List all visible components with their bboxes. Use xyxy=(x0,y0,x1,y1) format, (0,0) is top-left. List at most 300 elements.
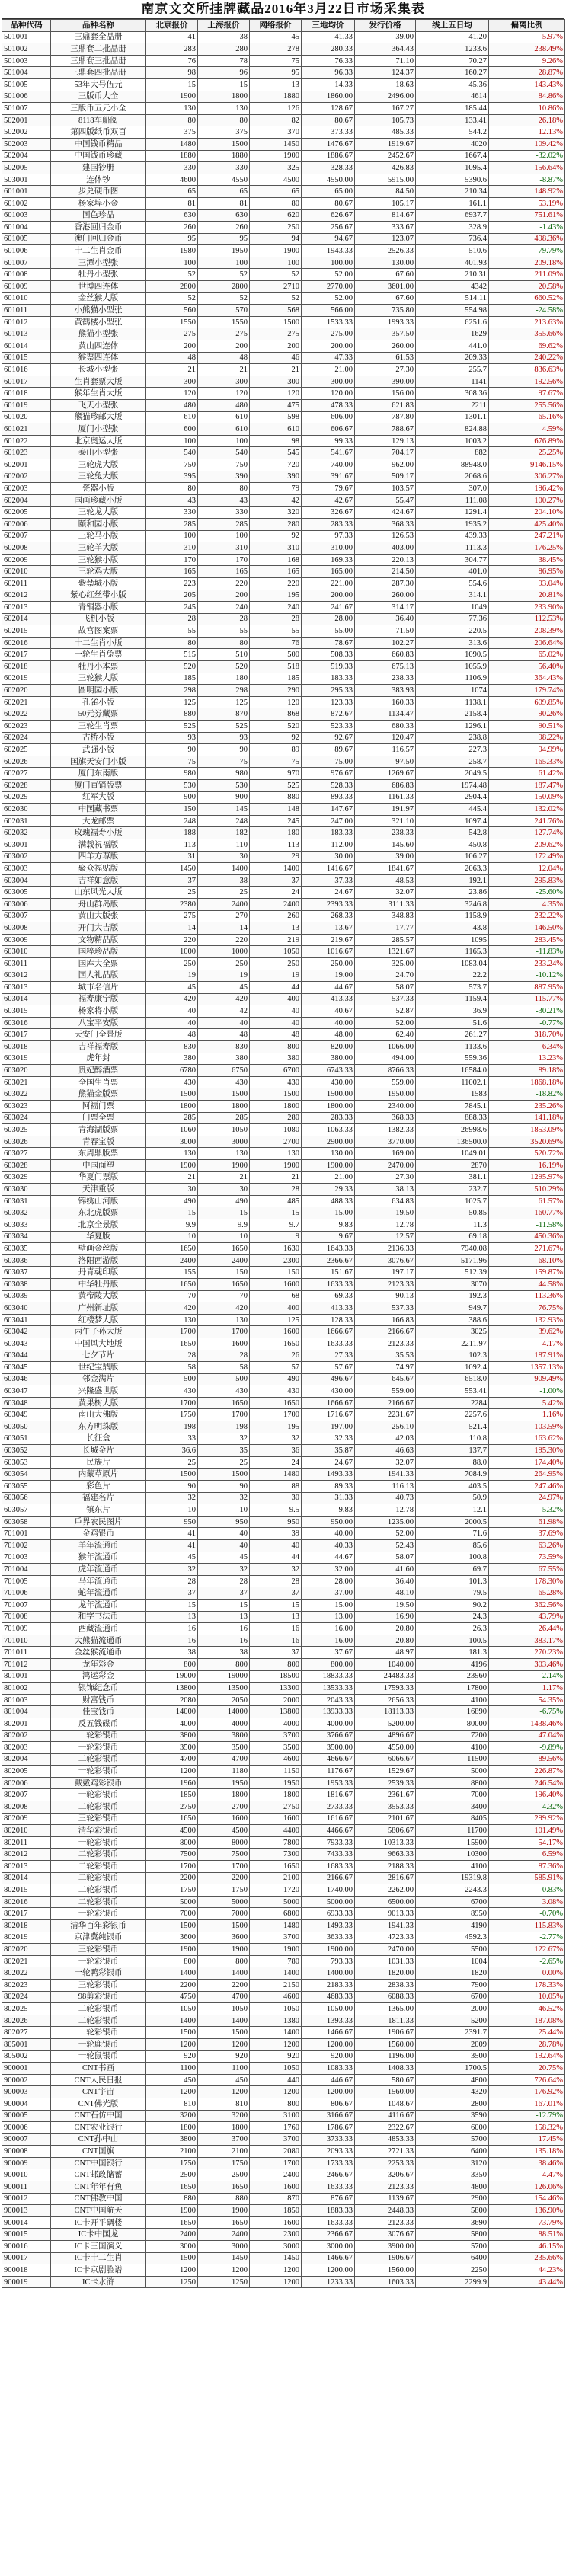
shanghai-price-cell: 165 xyxy=(198,566,250,578)
online-price-cell: 7800 xyxy=(250,1836,302,1849)
online-price-cell: 37 xyxy=(250,874,302,887)
shanghai-price-cell: 100 xyxy=(198,257,250,269)
deviation-cell: 46.52% xyxy=(489,2003,565,2015)
deviation-cell: 69.62% xyxy=(489,340,565,353)
five-day-average-cell: 559.36 xyxy=(416,1053,489,1065)
header-beijing-price: 北京报价 xyxy=(146,20,198,32)
beijing-price-cell: 1650 xyxy=(146,1338,198,1350)
deviation-cell: 585.91% xyxy=(489,1872,565,1884)
code-cell: 603009 xyxy=(2,934,51,946)
shanghai-price-cell: 1500 xyxy=(198,1920,250,1932)
code-cell: 503001 xyxy=(2,174,51,186)
name-cell: CNT中国航天 xyxy=(51,2205,146,2217)
five-day-average-cell: 1074 xyxy=(416,685,489,697)
issue-price-cell: 1269.67 xyxy=(355,768,416,780)
online-price-cell: 6700 xyxy=(250,1065,302,1077)
name-cell: 阿福门票 xyxy=(51,1101,146,1113)
average-price-cell: 950.00 xyxy=(302,1516,355,1528)
name-cell: IC卡水浒 xyxy=(51,2276,146,2288)
five-day-average-cell: 1003.2 xyxy=(416,435,489,447)
online-price-cell: 1630 xyxy=(250,1243,302,1255)
shanghai-price-cell: 1450 xyxy=(198,2252,250,2264)
issue-price-cell: 2166.67 xyxy=(355,1326,416,1338)
average-price-cell: 1500.00 xyxy=(302,1088,355,1101)
code-cell: 602023 xyxy=(2,721,51,733)
name-cell: 53年大号伍元 xyxy=(51,78,146,91)
table-row xyxy=(2,2027,565,2039)
shanghai-price-cell: 30 xyxy=(198,1184,250,1196)
shanghai-price-cell: 500 xyxy=(198,1373,250,1385)
five-day-average-cell: 181.3 xyxy=(416,1647,489,1659)
name-cell: 全国生肖票 xyxy=(51,1076,146,1088)
deviation-cell: 233.24% xyxy=(489,957,565,970)
shanghai-price-cell: 248 xyxy=(198,815,250,827)
five-day-average-cell: 1935.2 xyxy=(416,518,489,530)
name-cell: 吉祥如意版 xyxy=(51,874,146,887)
online-price-cell: 3500 xyxy=(250,1742,302,1754)
issue-price-cell: 97.50 xyxy=(355,756,416,768)
issue-price-cell: 348.83 xyxy=(355,910,416,922)
table-row xyxy=(2,1766,565,1778)
shanghai-price-cell: 490 xyxy=(198,1195,250,1207)
table-row xyxy=(2,494,565,507)
beijing-price-cell: 155 xyxy=(146,1267,198,1279)
average-price-cell: 478.33 xyxy=(302,400,355,412)
online-price-cell: 1900 xyxy=(250,245,302,257)
name-cell: 戶界农民图片 xyxy=(51,1516,146,1528)
deviation-cell: 156.64% xyxy=(489,162,565,174)
five-day-average-cell: 1159.4 xyxy=(416,993,489,1005)
name-cell: 红楼梦大版 xyxy=(51,1314,146,1326)
beijing-price-cell: 125 xyxy=(146,696,198,708)
code-cell: 701001 xyxy=(2,1528,51,1540)
code-cell: 602025 xyxy=(2,744,51,756)
online-price-cell: 40 xyxy=(250,1540,302,1552)
online-price-cell: 44 xyxy=(250,982,302,994)
issue-price-cell: 123.07 xyxy=(355,233,416,245)
beijing-price-cell: 5000 xyxy=(146,1896,198,1908)
online-price-cell: 800 xyxy=(250,1658,302,1670)
deviation-cell: -2.65% xyxy=(489,1955,565,1967)
name-cell: 镇东片 xyxy=(51,1504,146,1517)
table-row xyxy=(2,43,565,56)
five-day-average-cell: 2000 xyxy=(416,2003,489,2015)
five-day-average-cell: 11.3 xyxy=(416,1219,489,1231)
name-cell: 开门大吉版 xyxy=(51,922,146,935)
deviation-cell: 751.61% xyxy=(489,209,565,222)
table-row xyxy=(2,316,565,328)
beijing-price-cell: 188 xyxy=(146,827,198,839)
shanghai-price-cell: 250 xyxy=(198,957,250,970)
online-price-cell: 120 xyxy=(250,388,302,400)
shanghai-price-cell: 198 xyxy=(198,1421,250,1433)
shanghai-price-cell: 200 xyxy=(198,590,250,602)
online-price-cell: 13800 xyxy=(250,1706,302,1718)
deviation-cell: 167.01% xyxy=(489,2098,565,2110)
online-price-cell: 400 xyxy=(250,993,302,1005)
code-cell: 603030 xyxy=(2,1184,51,1196)
five-day-average-cell: 2900 xyxy=(416,2193,489,2205)
shanghai-price-cell: 25 xyxy=(198,887,250,899)
code-cell: 805002 xyxy=(2,2050,51,2063)
issue-price-cell: 116.57 xyxy=(355,744,416,756)
shanghai-price-cell: 9.9 xyxy=(198,1219,250,1231)
table-row xyxy=(2,1456,565,1469)
shanghai-price-cell: 110 xyxy=(198,839,250,851)
average-price-cell: 800.00 xyxy=(302,1658,355,1670)
average-price-cell: 1016.67 xyxy=(302,946,355,958)
shanghai-price-cell: 65 xyxy=(198,186,250,198)
online-price-cell: 1600 xyxy=(250,2216,302,2229)
beijing-price-cell: 36.6 xyxy=(146,1445,198,1457)
average-price-cell: 1200.00 xyxy=(302,2086,355,2098)
online-price-cell: 13 xyxy=(250,78,302,91)
beijing-price-cell: 120 xyxy=(146,388,198,400)
average-price-cell: 1683.33 xyxy=(302,1861,355,1873)
table-row xyxy=(2,55,565,67)
code-cell: 601009 xyxy=(2,281,51,293)
beijing-price-cell: 32 xyxy=(146,1564,198,1576)
shanghai-price-cell: 540 xyxy=(198,447,250,459)
five-day-average-cell: 7900 xyxy=(416,1979,489,1991)
beijing-price-cell: 1650 xyxy=(146,2181,198,2194)
shanghai-price-cell: 530 xyxy=(198,780,250,792)
shanghai-price-cell: 32 xyxy=(198,1433,250,1445)
shanghai-price-cell: 4700 xyxy=(198,1753,250,1766)
five-day-average-cell: 24.3 xyxy=(416,1611,489,1623)
shanghai-price-cell: 45 xyxy=(198,1552,250,1564)
five-day-average-cell: 23960 xyxy=(416,1670,489,1683)
beijing-price-cell: 950 xyxy=(146,1516,198,1528)
average-price-cell: 1666.67 xyxy=(302,1397,355,1409)
shanghai-price-cell: 750 xyxy=(198,459,250,471)
online-price-cell: 185 xyxy=(250,673,302,685)
code-cell: 701002 xyxy=(2,1540,51,1552)
five-day-average-cell: 133.41 xyxy=(416,114,489,126)
issue-price-cell: 1950.00 xyxy=(355,1088,416,1101)
shanghai-price-cell: 1100 xyxy=(198,2063,250,2075)
issue-price-cell: 4853.33 xyxy=(355,2133,416,2146)
issue-price-cell: 129.13 xyxy=(355,435,416,447)
online-price-cell: 1480 xyxy=(250,1469,302,1481)
table-row xyxy=(2,708,565,721)
shanghai-price-cell: 1400 xyxy=(198,1967,250,1980)
code-cell: 900003 xyxy=(2,2086,51,2098)
name-cell: 金鸡银币 xyxy=(51,1528,146,1540)
average-price-cell: 740.00 xyxy=(302,459,355,471)
deviation-cell: 26.44% xyxy=(489,1623,565,1635)
online-price-cell: 1900 xyxy=(250,1160,302,1172)
deviation-cell: 61.57% xyxy=(489,1195,565,1207)
table-row xyxy=(2,186,565,198)
issue-price-cell: 52.00 xyxy=(355,1017,416,1029)
name-cell: 黄果树大版 xyxy=(51,1397,146,1409)
issue-price-cell: 42.03 xyxy=(355,1433,416,1445)
beijing-price-cell: 90 xyxy=(146,744,198,756)
five-day-average-cell: 401.93 xyxy=(416,257,489,269)
deviation-cell: 136.90% xyxy=(489,2205,565,2217)
five-day-average-cell: 4020 xyxy=(416,138,489,150)
code-cell: 602026 xyxy=(2,756,51,768)
shanghai-price-cell: 75 xyxy=(198,756,250,768)
issue-price-cell: 2101.67 xyxy=(355,1813,416,1825)
shanghai-price-cell: 520 xyxy=(198,661,250,673)
name-cell: 三轮虎大版 xyxy=(51,459,146,471)
table-row xyxy=(2,222,565,234)
code-cell: 601014 xyxy=(2,340,51,353)
shanghai-price-cell: 38 xyxy=(198,874,250,887)
online-price-cell: 89 xyxy=(250,744,302,756)
issue-price-cell: 368.33 xyxy=(355,1112,416,1124)
deviation-cell: 909.49% xyxy=(489,1373,565,1385)
beijing-price-cell: 37 xyxy=(146,1587,198,1600)
shanghai-price-cell: 430 xyxy=(198,1076,250,1088)
code-cell: 802007 xyxy=(2,1789,51,1801)
online-price-cell: 15 xyxy=(250,1599,302,1611)
average-price-cell: 541.67 xyxy=(302,447,355,459)
deviation-cell: 39.62% xyxy=(489,1326,565,1338)
deviation-cell: 238.49% xyxy=(489,43,565,56)
code-cell: 603033 xyxy=(2,1219,51,1231)
beijing-price-cell: 1750 xyxy=(146,1409,198,1421)
average-price-cell: 280.33 xyxy=(302,43,355,56)
code-cell: 802024 xyxy=(2,1991,51,2003)
five-day-average-cell: 3690 xyxy=(416,2216,489,2229)
table-row xyxy=(2,721,565,733)
name-cell: 三轮羊大版 xyxy=(51,542,146,555)
table-row xyxy=(2,423,565,436)
issue-price-cell: 6088.33 xyxy=(355,1991,416,2003)
shanghai-price-cell: 330 xyxy=(198,507,250,519)
online-price-cell: 24 xyxy=(250,1456,302,1469)
average-price-cell: 519.33 xyxy=(302,661,355,673)
five-day-average-cell: 36.9 xyxy=(416,1005,489,1018)
issue-price-cell: 48.10 xyxy=(355,1587,416,1600)
five-day-average-cell: 192.1 xyxy=(416,874,489,887)
beijing-price-cell: 3600 xyxy=(146,1932,198,1944)
shanghai-price-cell: 182 xyxy=(198,827,250,839)
table-row xyxy=(2,756,565,768)
online-price-cell: 1700 xyxy=(250,1409,302,1421)
average-price-cell: 47.33 xyxy=(302,352,355,364)
average-price-cell: 128.33 xyxy=(302,1314,355,1326)
five-day-average-cell: 2299.9 xyxy=(416,2276,489,2288)
beijing-price-cell: 4600 xyxy=(146,174,198,186)
name-cell: 熊猫小型张 xyxy=(51,328,146,340)
five-day-average-cell: 542.8 xyxy=(416,827,489,839)
online-price-cell: 219 xyxy=(250,934,302,946)
shanghai-price-cell: 35 xyxy=(198,1445,250,1457)
issue-price-cell: 1993.33 xyxy=(355,316,416,328)
online-price-cell: 15 xyxy=(250,1207,302,1219)
shanghai-price-cell: 2400 xyxy=(198,898,250,910)
code-cell: 601004 xyxy=(2,222,51,234)
average-price-cell: 13.67 xyxy=(302,922,355,935)
beijing-price-cell: 248 xyxy=(146,815,198,827)
five-day-average-cell: 4800 xyxy=(416,2074,489,2086)
deviation-cell: 364.43% xyxy=(489,673,565,685)
online-price-cell: 9.7 xyxy=(250,1219,302,1231)
average-price-cell: 165.00 xyxy=(302,566,355,578)
beijing-price-cell: 52 xyxy=(146,269,198,281)
average-price-cell: 120.00 xyxy=(302,388,355,400)
five-day-average-cell: 388.6 xyxy=(416,1314,489,1326)
shanghai-price-cell: 43 xyxy=(198,494,250,507)
average-price-cell: 820.00 xyxy=(302,1041,355,1053)
deviation-cell: 17.45% xyxy=(489,2133,565,2146)
beijing-price-cell: 33 xyxy=(146,1433,198,1445)
shanghai-price-cell: 10 xyxy=(198,1231,250,1243)
online-price-cell: 1500 xyxy=(250,316,302,328)
beijing-price-cell: 1400 xyxy=(146,2015,198,2027)
online-price-cell: 280 xyxy=(250,518,302,530)
online-price-cell: 1200 xyxy=(250,2264,302,2277)
name-cell: 一轮彩银币 xyxy=(51,1742,146,1754)
issue-price-cell: 130.00 xyxy=(355,257,416,269)
online-price-cell: 75 xyxy=(250,55,302,67)
name-cell: 一轮鸭彩银币 xyxy=(51,1967,146,1980)
issue-price-cell: 3076.67 xyxy=(355,1254,416,1267)
online-price-cell: 620 xyxy=(250,209,302,222)
average-price-cell: 1633.33 xyxy=(302,1278,355,1290)
average-price-cell: 1633.33 xyxy=(302,2216,355,2229)
average-price-cell: 1176.67 xyxy=(302,1766,355,1778)
online-price-cell: 2400 xyxy=(250,898,302,910)
deviation-cell: 84.86% xyxy=(489,91,565,103)
deviation-cell: 68.10% xyxy=(489,1254,565,1267)
online-price-cell: 1200 xyxy=(250,2276,302,2288)
issue-price-cell: 39.00 xyxy=(355,851,416,863)
code-cell: 900011 xyxy=(2,2181,51,2194)
code-cell: 701009 xyxy=(2,1623,51,1635)
average-price-cell: 413.33 xyxy=(302,1302,355,1315)
issue-price-cell: 1560.00 xyxy=(355,2038,416,2050)
shanghai-price-cell: 3500 xyxy=(198,1742,250,1754)
five-day-average-cell: 4196 xyxy=(416,1658,489,1670)
average-price-cell: 446.67 xyxy=(302,2074,355,2086)
code-cell: 501004 xyxy=(2,67,51,79)
name-cell: 一轮彩银币 xyxy=(51,1908,146,1920)
issue-price-cell: 52.43 xyxy=(355,1540,416,1552)
beijing-price-cell: 43 xyxy=(146,494,198,507)
online-price-cell: 610 xyxy=(250,423,302,436)
deviation-cell: 16.19% xyxy=(489,1160,565,1172)
beijing-price-cell: 16 xyxy=(146,1635,198,1647)
shanghai-price-cell: 1900 xyxy=(198,1944,250,1956)
shanghai-price-cell: 2200 xyxy=(198,1872,250,1884)
issue-price-cell: 3770.00 xyxy=(355,1136,416,1148)
average-price-cell: 2093.33 xyxy=(302,2146,355,2158)
online-price-cell: 1650 xyxy=(250,1861,302,1873)
code-cell: 603005 xyxy=(2,887,51,899)
issue-price-cell: 20.80 xyxy=(355,1623,416,1635)
name-cell: 三鼎套二批品册 xyxy=(51,43,146,56)
shanghai-price-cell: 13 xyxy=(198,1611,250,1623)
issue-price-cell: 2496.00 xyxy=(355,91,416,103)
shanghai-price-cell: 170 xyxy=(198,554,250,566)
shanghai-price-cell: 1500 xyxy=(198,1469,250,1481)
shanghai-price-cell: 1550 xyxy=(198,316,250,328)
online-price-cell: 36 xyxy=(250,1445,302,1457)
issue-price-cell: 5915.00 xyxy=(355,174,416,186)
name-cell: 古桥小版 xyxy=(51,732,146,744)
beijing-price-cell: 48 xyxy=(146,352,198,364)
code-cell: 802011 xyxy=(2,1836,51,1849)
deviation-cell: 93.04% xyxy=(489,577,565,590)
shanghai-price-cell: 420 xyxy=(198,1302,250,1315)
table-row xyxy=(2,518,565,530)
five-day-average-cell: 441.0 xyxy=(416,340,489,353)
five-day-average-cell: 5800 xyxy=(416,2205,489,2217)
table-row xyxy=(2,1076,565,1088)
online-price-cell: 1880 xyxy=(250,91,302,103)
issue-price-cell: 426.83 xyxy=(355,162,416,174)
code-cell: 603057 xyxy=(2,1504,51,1517)
table-row xyxy=(2,233,565,245)
deviation-cell: 90.26% xyxy=(489,708,565,721)
code-cell: 602006 xyxy=(2,518,51,530)
code-cell: 501007 xyxy=(2,103,51,115)
five-day-average-cell: 553.41 xyxy=(416,1385,489,1398)
code-cell: 603047 xyxy=(2,1385,51,1398)
online-price-cell: 2080 xyxy=(250,2146,302,2158)
shanghai-price-cell: 48 xyxy=(198,1029,250,1041)
average-price-cell: 3166.67 xyxy=(302,2110,355,2122)
five-day-average-cell: 6400 xyxy=(416,2146,489,2158)
shanghai-price-cell: 240 xyxy=(198,602,250,614)
five-day-average-cell: 401.0 xyxy=(416,566,489,578)
five-day-average-cell: 5000 xyxy=(416,1766,489,1778)
issue-price-cell: 2123.33 xyxy=(355,2216,416,2229)
online-price-cell: 92 xyxy=(250,732,302,744)
average-price-cell: 13933.33 xyxy=(302,1706,355,1718)
shanghai-price-cell: 1050 xyxy=(198,1124,250,1136)
shanghai-price-cell: 920 xyxy=(198,2050,250,2063)
deviation-cell: 362.56% xyxy=(489,1599,565,1611)
beijing-price-cell: 75 xyxy=(146,756,198,768)
deviation-cell: 115.83% xyxy=(489,1920,565,1932)
five-day-average-cell: 160.27 xyxy=(416,67,489,79)
five-day-average-cell: 1141 xyxy=(416,376,489,388)
five-day-average-cell: 136500.0 xyxy=(416,1136,489,1148)
deviation-cell: 10.05% xyxy=(489,1991,565,2003)
name-cell: IC卡十二生肖 xyxy=(51,2252,146,2264)
table-row xyxy=(2,1944,565,1956)
deviation-cell: 63.26% xyxy=(489,1540,565,1552)
online-price-cell: 370 xyxy=(250,126,302,139)
shanghai-price-cell: 2700 xyxy=(198,1801,250,1814)
table-row xyxy=(2,305,565,317)
five-day-average-cell: 381.1 xyxy=(416,1171,489,1184)
code-cell: 603008 xyxy=(2,922,51,935)
beijing-price-cell: 1700 xyxy=(146,1861,198,1873)
beijing-price-cell: 1900 xyxy=(146,1944,198,1956)
shanghai-price-cell: 2400 xyxy=(198,2229,250,2241)
beijing-price-cell: 1750 xyxy=(146,2157,198,2169)
beijing-price-cell: 1880 xyxy=(146,150,198,162)
online-price-cell: 21 xyxy=(250,364,302,376)
table-row xyxy=(2,791,565,804)
deviation-cell: 240.22% xyxy=(489,352,565,364)
five-day-average-cell: 6937.7 xyxy=(416,209,489,222)
beijing-price-cell: 55 xyxy=(146,625,198,638)
code-cell: 900009 xyxy=(2,2157,51,2169)
deviation-cell: 3.08% xyxy=(489,1896,565,1908)
average-price-cell: 256.67 xyxy=(302,222,355,234)
five-day-average-cell: 2243.3 xyxy=(416,1884,489,1897)
five-day-average-cell: 1106.9 xyxy=(416,673,489,685)
online-price-cell: 870 xyxy=(250,2193,302,2205)
